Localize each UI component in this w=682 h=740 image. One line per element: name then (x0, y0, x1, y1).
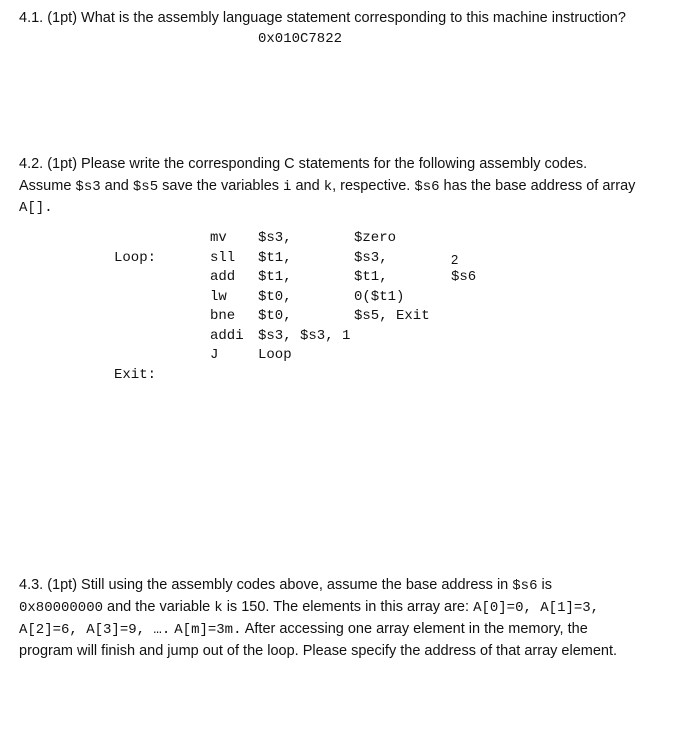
register-s5: $s5 (132, 179, 159, 195)
text-fragment: is 150. The elements in this array are: (222, 599, 474, 615)
text-fragment: and (291, 178, 324, 194)
register-s3: $s3 (75, 179, 101, 195)
array-values: A[0]=0, A[1]=3, (473, 600, 600, 616)
text-fragment: and the variable (103, 599, 215, 615)
operand-1: $t1, (258, 269, 292, 285)
code-row (0, 268, 682, 288)
text-fragment: has the base address of array (439, 178, 636, 194)
opcode: lw (210, 288, 227, 305)
opcode: J (210, 347, 219, 363)
code-row (0, 249, 682, 269)
code-row (0, 288, 682, 308)
variable-k: k (214, 600, 223, 616)
opcode: addi (210, 327, 244, 344)
register-s6: $s6 (512, 578, 538, 594)
code-row (0, 307, 682, 327)
question-4-3-line3 (19, 620, 588, 639)
operand-1: $s3, $s3, 1 (258, 327, 351, 344)
operand-2: $s5, Exit (354, 308, 430, 324)
operand-3: 2 (451, 251, 459, 267)
question-4-2-line1: 4.2. (1pt) Please write the corresponding C statements for the following assembly codes. (19, 156, 588, 172)
code-row (0, 346, 682, 366)
question-4-3-line4: program will finish and jump out of the loop. Please specify the address of that array element. (19, 643, 618, 659)
code-row (0, 327, 682, 347)
text-fragment: 4.3. (1pt) Still using the assembly codes above, assume the base address in (19, 577, 513, 593)
machine-instruction-hex: 0x010C7822 (258, 31, 343, 47)
text-fragment: , respective. (332, 178, 415, 194)
operand-1: $t1, (258, 249, 292, 266)
text-fragment: and (100, 178, 133, 194)
operand-1: Loop (258, 347, 292, 363)
base-address: 0x80000000 (19, 600, 104, 616)
array-name: A[]. (19, 200, 53, 216)
operand-2: $t1, (354, 269, 388, 285)
array-formula: A[m]=3m. (174, 622, 242, 638)
text-fragment: is (537, 577, 552, 593)
array-values: A[2]=6, A[3]=9, …. (19, 622, 171, 638)
operand-2: $s3, (354, 249, 388, 266)
loop-label: Loop: (114, 250, 157, 266)
text-fragment: After accessing one array element in the memory, the (241, 621, 588, 637)
opcode: mv (210, 230, 227, 246)
operand-1: $s3, (258, 230, 292, 246)
variable-i: i (283, 179, 292, 195)
variable-k: k (323, 179, 333, 195)
opcode: add (210, 269, 236, 285)
text-fragment: Assume (19, 178, 76, 194)
operand-1: $t0, (258, 308, 292, 324)
code-row (0, 229, 682, 249)
opcode: sll (210, 249, 236, 266)
operand-3: $s6 (451, 269, 477, 285)
question-4-1-text: 4.1. (1pt) What is the assembly language statement corresponding to this machine instruction? (19, 10, 626, 26)
text-fragment: save the variables (158, 178, 284, 194)
operand-2: $zero (354, 230, 397, 246)
exit-label: Exit: (114, 367, 157, 383)
operand-2: 0($t1) (354, 288, 405, 305)
question-4-3-line2 (19, 598, 599, 617)
operand-1: $t0, (258, 288, 292, 305)
question-4-3-line1 (19, 576, 552, 595)
opcode: bne (210, 308, 236, 324)
register-s6: $s6 (414, 179, 440, 195)
question-4-2-line2 (19, 177, 635, 196)
